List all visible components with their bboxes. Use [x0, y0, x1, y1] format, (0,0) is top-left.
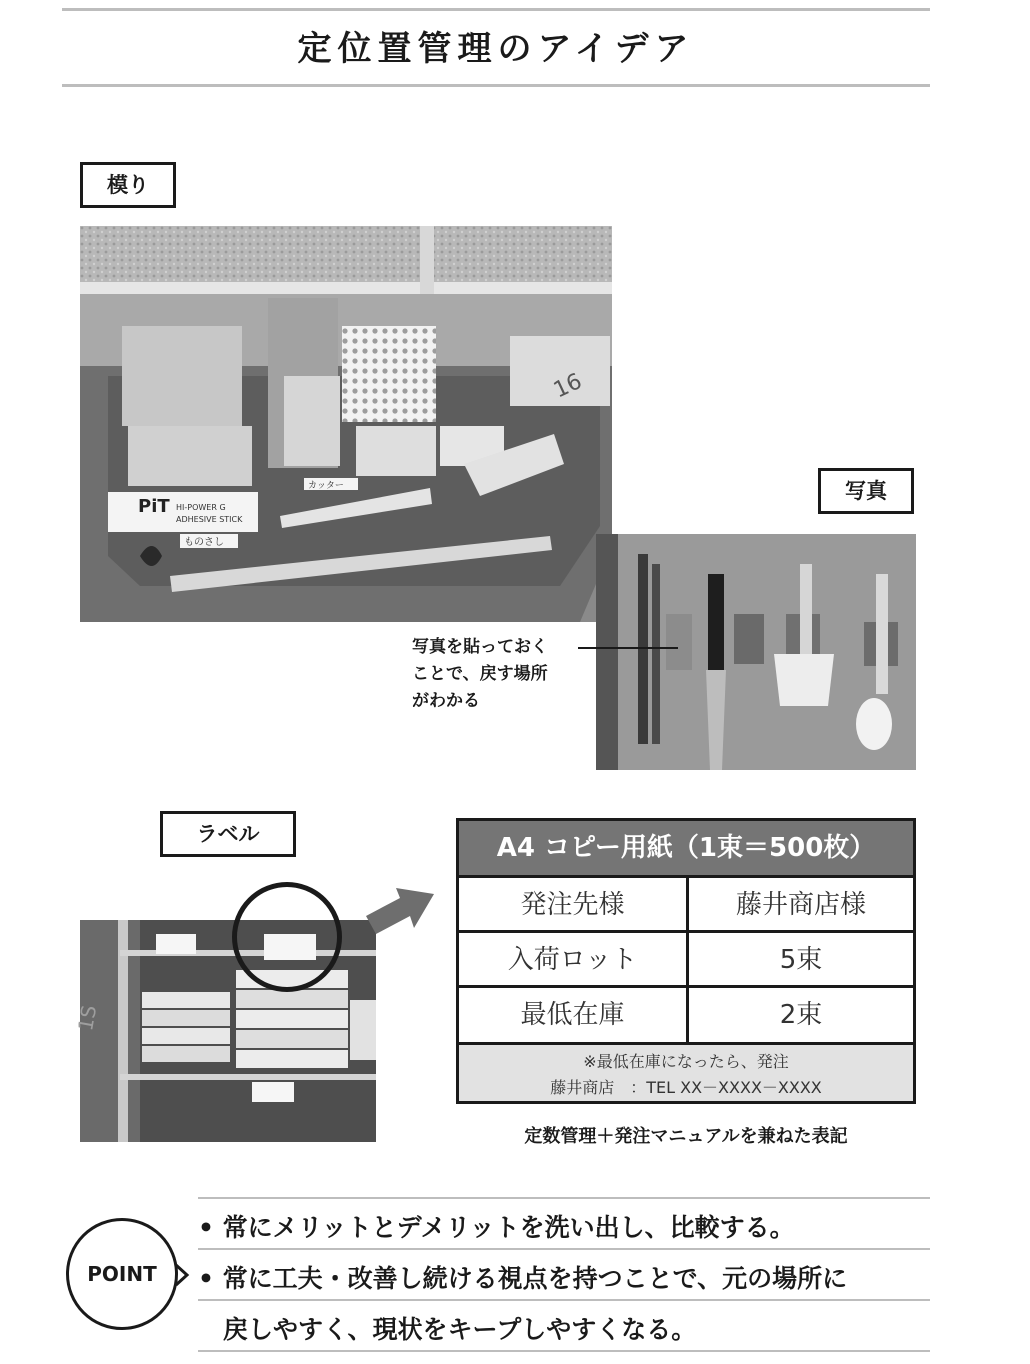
label-row-lot — [459, 930, 913, 988]
point-line-1: • 常にメリットとデメリットを洗い出し、比較する。 — [198, 1213, 795, 1242]
point-badge-label: POINT — [87, 1262, 157, 1286]
label-row-min-stock — [459, 985, 913, 1043]
label-caption: 定数管理＋発注マニュアルを兼ねた表記 — [524, 1126, 848, 1147]
label-row-key: 発注先様 — [459, 878, 689, 933]
arrow-icon — [360, 876, 440, 946]
point-rule-3 — [198, 1299, 930, 1301]
top-rule — [62, 8, 930, 11]
photo-caption — [412, 634, 548, 715]
label-tag: ラベル — [160, 811, 296, 857]
photo-wall-image — [596, 534, 916, 770]
point-line-3: 戻しやすく、現状をキープしやすくなる。 — [198, 1315, 697, 1344]
label-sheet-note — [459, 1042, 913, 1101]
label-row-key: 入荷ロット — [459, 933, 689, 988]
svg-text:ものさし: ものさし — [184, 537, 224, 548]
kitchen-tools-photo — [596, 534, 916, 770]
label-row-key: 最低在庫 — [459, 988, 689, 1043]
label-row-supplier — [459, 875, 913, 933]
svg-text:HI-POWER G: HI-POWER G — [176, 503, 226, 512]
label-note-line-1: ※最低在庫になったら、発注 — [583, 1052, 789, 1071]
point-rule-4 — [198, 1350, 930, 1352]
mold-photo — [80, 226, 612, 622]
chevron-right-icon — [172, 1262, 192, 1288]
mold-photo-image — [80, 226, 612, 622]
svg-text:カッター: カッター — [308, 481, 344, 491]
photo-caption-line-2: ことで、戻す場所 — [412, 664, 548, 684]
mold-tag: 模り — [80, 162, 176, 208]
photo-caption-line-3: がわかる — [412, 691, 480, 711]
svg-text:1S: 1S — [73, 1003, 102, 1033]
label-sheet — [456, 818, 916, 1104]
label-sheet-header: A4 コピー用紙（1束＝500枚） — [459, 821, 913, 875]
point-rule-1 — [198, 1197, 930, 1199]
svg-text:16: 16 — [549, 368, 586, 404]
photo-caption-line-1: 写真を貼っておく — [412, 637, 548, 657]
point-badge — [66, 1218, 178, 1330]
point-line-2: • 常に工夫・改善し続ける視点を持つことで、元の場所に — [198, 1264, 848, 1293]
label-note-line-2: 藤井商店 ：TEL XX－XXXX－XXXX — [550, 1078, 822, 1097]
label-row-value: 藤井商店様 — [735, 890, 866, 920]
svg-text:PiT: PiT — [138, 496, 170, 517]
label-row-value: 5束 — [779, 945, 823, 975]
highlight-circle — [232, 882, 342, 992]
title-underline — [62, 84, 930, 87]
point-rule-2 — [198, 1248, 930, 1250]
photo-tag: 写真 — [818, 468, 914, 514]
svg-text:ADHESIVE STICK: ADHESIVE STICK — [176, 515, 243, 524]
caption-leader-line — [578, 647, 678, 649]
page-title: 定位置管理のアイデア — [297, 29, 695, 69]
label-row-value: 2束 — [779, 1000, 823, 1030]
